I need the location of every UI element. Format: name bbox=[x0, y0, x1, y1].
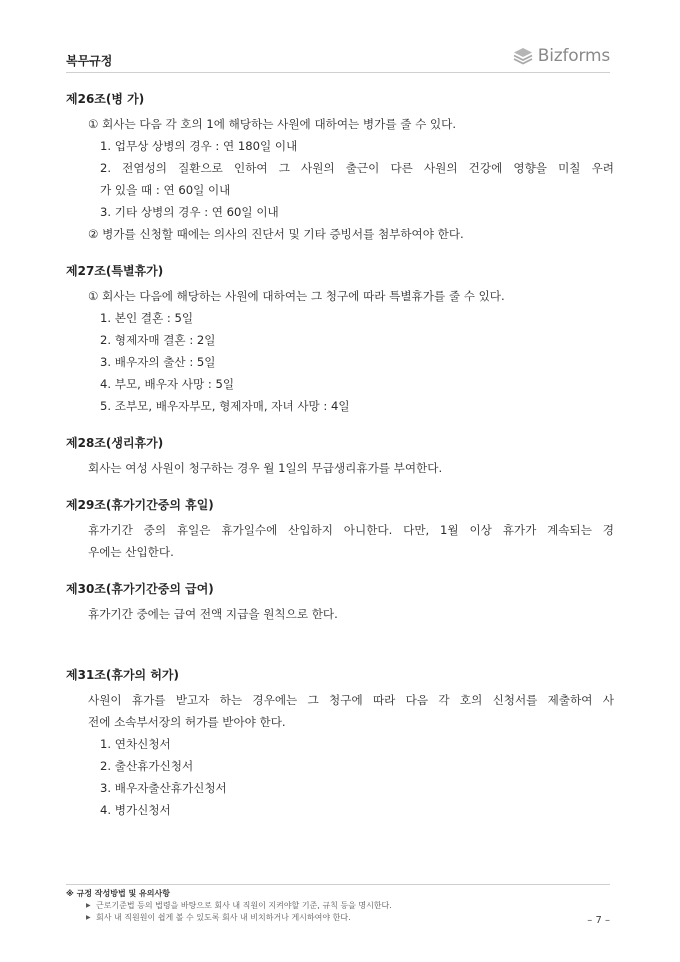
article-27 bbox=[66, 263, 614, 417]
list-item: 3. 기타 상병의 경우 : 연 60일 이내 bbox=[100, 205, 279, 219]
bullet-triangle-icon: ▶ bbox=[86, 902, 91, 909]
logo-text: Bizforms bbox=[537, 46, 610, 66]
article-26 bbox=[66, 91, 614, 245]
list-item: 3. 배우자출산휴가신청서 bbox=[100, 781, 227, 795]
list-item: 2. 형제자매 결혼 : 2일 bbox=[100, 333, 216, 347]
footer-title: ※ 규정 작성방법 및 유의사항 bbox=[66, 889, 170, 898]
footer-notes bbox=[66, 884, 610, 924]
page-number: – 7 – bbox=[587, 915, 610, 926]
list-item: 2. 출산휴가신청서 bbox=[100, 759, 194, 773]
list-item-continuation: 가 있을 때 : 연 60일 이내 bbox=[100, 183, 231, 197]
article-body-continuation: 우에는 산입한다. bbox=[88, 545, 174, 559]
article-title: 제30조(휴가기간중의 급여) bbox=[66, 582, 214, 596]
paragraph-1: ① 회사는 다음에 해당하는 사원에 대하여는 그 청구에 따라 특별휴가를 줄 수 있다. bbox=[88, 289, 505, 303]
article-28 bbox=[66, 435, 614, 479]
footer-note-text: 회사 내 직원원이 쉽게 볼 수 있도록 회사 내 비치하거나 게시하여야 한다. bbox=[96, 913, 351, 922]
list-item: 1. 연차신청서 bbox=[100, 737, 171, 751]
article-title: 제28조(생리휴가) bbox=[66, 436, 164, 450]
list-item: 2. 전염성의 질환으로 인하여 그 사원의 출근이 다른 사원의 건강에 영향을 미칠 우려 bbox=[100, 161, 614, 175]
footer-note bbox=[66, 900, 610, 912]
article-title: 제27조(특별휴가) bbox=[66, 264, 164, 278]
article-body: 사원이 휴가를 받고자 하는 경우에는 그 청구에 따라 다음 각 호의 신청서를 제출하여 사 bbox=[88, 693, 614, 707]
bullet-triangle-icon: ▶ bbox=[86, 914, 91, 921]
list-item: 1. 본인 결혼 : 5일 bbox=[100, 311, 194, 325]
article-body: 회사는 여성 사원이 청구하는 경우 월 1일의 무급생리휴가를 부여한다. bbox=[88, 461, 443, 475]
paragraph-1: ① 회사는 다음 각 호의 1에 해당하는 사원에 대하여는 병가를 줄 수 있다. bbox=[88, 117, 457, 131]
list-item: 4. 부모, 배우자 사망 : 5일 bbox=[100, 377, 235, 391]
article-body: 휴가기간 중에는 급여 전액 지급을 원칙으로 한다. bbox=[88, 607, 338, 621]
list-item: 4. 병가신청서 bbox=[100, 803, 171, 817]
article-29 bbox=[66, 497, 614, 563]
list-item: 5. 조부모, 배우자부모, 형제자매, 자녀 사망 : 4일 bbox=[100, 399, 350, 413]
article-30 bbox=[66, 581, 614, 625]
article-title: 제29조(휴가기간중의 휴일) bbox=[66, 498, 214, 512]
article-body-continuation: 전에 소속부서장의 허가를 받아야 한다. bbox=[88, 715, 286, 729]
bizforms-logo bbox=[513, 44, 610, 68]
footer-note bbox=[66, 912, 610, 924]
article-body: 휴가기간 중의 휴일은 휴가일수에 산입하지 아니한다. 다만, 1월 이상 휴가가 계속되는 경 bbox=[88, 523, 614, 537]
document-title: 복무규정 bbox=[66, 54, 113, 68]
page-header bbox=[66, 44, 610, 73]
list-item: 1. 업무상 상병의 경우 : 연 180일 이내 bbox=[100, 139, 298, 153]
article-title: 제31조(휴가의 허가) bbox=[66, 668, 179, 682]
document-body bbox=[66, 91, 614, 821]
article-31 bbox=[66, 667, 614, 821]
paragraph-2: ② 병가를 신청할 때에는 의사의 진단서 및 기타 증빙서를 첨부하여야 한다. bbox=[88, 227, 464, 241]
article-title: 제26조(병 가) bbox=[66, 92, 145, 106]
list-item: 3. 배우자의 출산 : 5일 bbox=[100, 355, 216, 369]
stacked-layers-icon bbox=[513, 47, 533, 65]
footer-note-text: 근로기준법 등의 법령을 바탕으로 회사 내 직원이 지켜야할 기준, 규칙 등을 명시한다. bbox=[96, 901, 392, 910]
